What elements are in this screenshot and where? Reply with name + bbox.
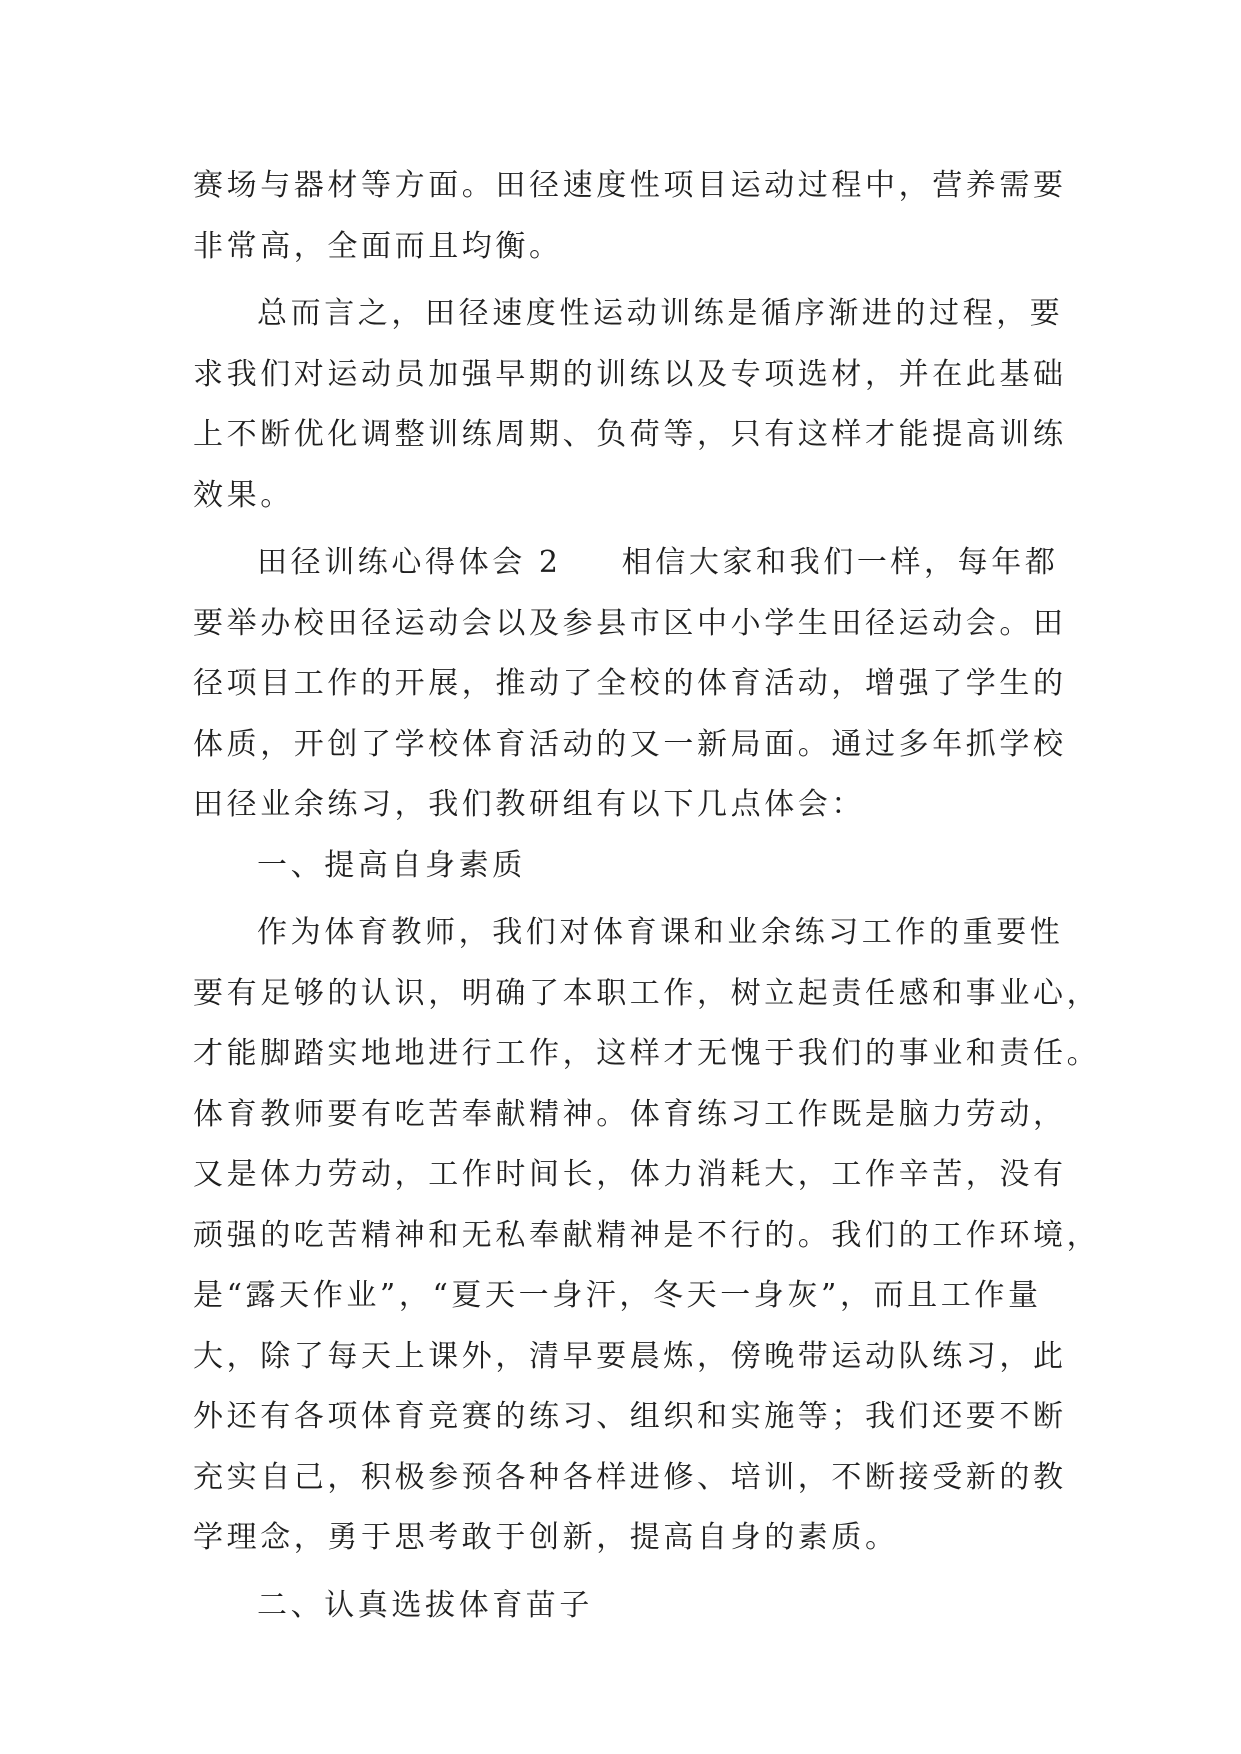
text-line: 顽强的吃苦精神和无私奉献精神是不行的。我们的工作环境，: [193, 1217, 1101, 1253]
heading-point-1: [193, 836, 1073, 897]
text-line: 体质，开创了学校体育活动的又一新局面。通过多年抓学校: [193, 726, 1067, 762]
text-line: [193, 533, 1073, 594]
text-line: 外还有各项体育竞赛的练习、组织和实施等；我们还要不断: [193, 1399, 1067, 1434]
document-body: [193, 156, 1101, 1636]
heading-point-2: [193, 1576, 1073, 1637]
text-line: 是“露天作业”，“夏天一身汗，冬天一身灰”，而且工作量: [193, 1278, 1042, 1313]
para-continuation: [193, 156, 1073, 277]
para-section-2-intro: [193, 533, 1073, 836]
text-line: 求我们对运动员加强早期的训练以及专项选材，并在此基础: [193, 356, 1067, 392]
text-line: 要有足够的认识，明确了本职工作，树立起责任感和事业心，: [193, 975, 1101, 1011]
section-intro-text: 相信大家和我们一样，每年都: [621, 545, 1059, 580]
text-line: 总而言之，田径速度性运动训练是循序渐进的过程，要: [257, 296, 1064, 331]
text-line: 要举办校田径运动会以及参县市区中小学生田径运动会。田: [193, 605, 1067, 641]
text-line: 才能脚踏实地地进行工作，这样才无愧于我们的事业和责任。: [193, 1036, 1101, 1071]
subheading: 二、认真选拔体育苗子: [257, 1587, 593, 1623]
text-line: 又是体力劳动，工作时间长，体力消耗大，工作辛苦，没有: [193, 1157, 1067, 1192]
para-summary: [193, 284, 1073, 526]
text-line: 田径业余练习，我们教研组有以下几点体会：: [193, 787, 865, 822]
text-line: 赛场与器材等方面。田径速度性项目运动过程中，营养需要: [193, 168, 1067, 203]
text-line: 大，除了每天上课外，清早要晨炼，傍晚带运动队练习，此: [193, 1338, 1067, 1374]
text-line: 充实自己，积极参预各种各样进修、培训，不断接受新的教: [193, 1459, 1067, 1495]
text-line: 作为体育教师，我们对体育课和业余练习工作的重要性: [257, 915, 1064, 950]
text-line: 效果。: [193, 477, 294, 513]
text-line: 体育教师要有吃苦奉献精神。体育练习工作既是脑力劳动，: [193, 1096, 1067, 1132]
subheading: 一、提高自身素质: [257, 847, 526, 883]
section-heading: 田径训练心得体会 2: [257, 545, 562, 580]
para-point-1-body: [193, 903, 1101, 1569]
text-line: 学理念，勇于思考敢于创新，提高自身的素质。: [193, 1520, 899, 1555]
text-line: 非常高，全面而且均衡。: [193, 228, 563, 264]
text-line: 上不断优化调整训练周期、负荷等，只有这样才能提高训练: [193, 417, 1067, 452]
text-line: 径项目工作的开展，推动了全校的体育活动，增强了学生的: [193, 666, 1067, 701]
